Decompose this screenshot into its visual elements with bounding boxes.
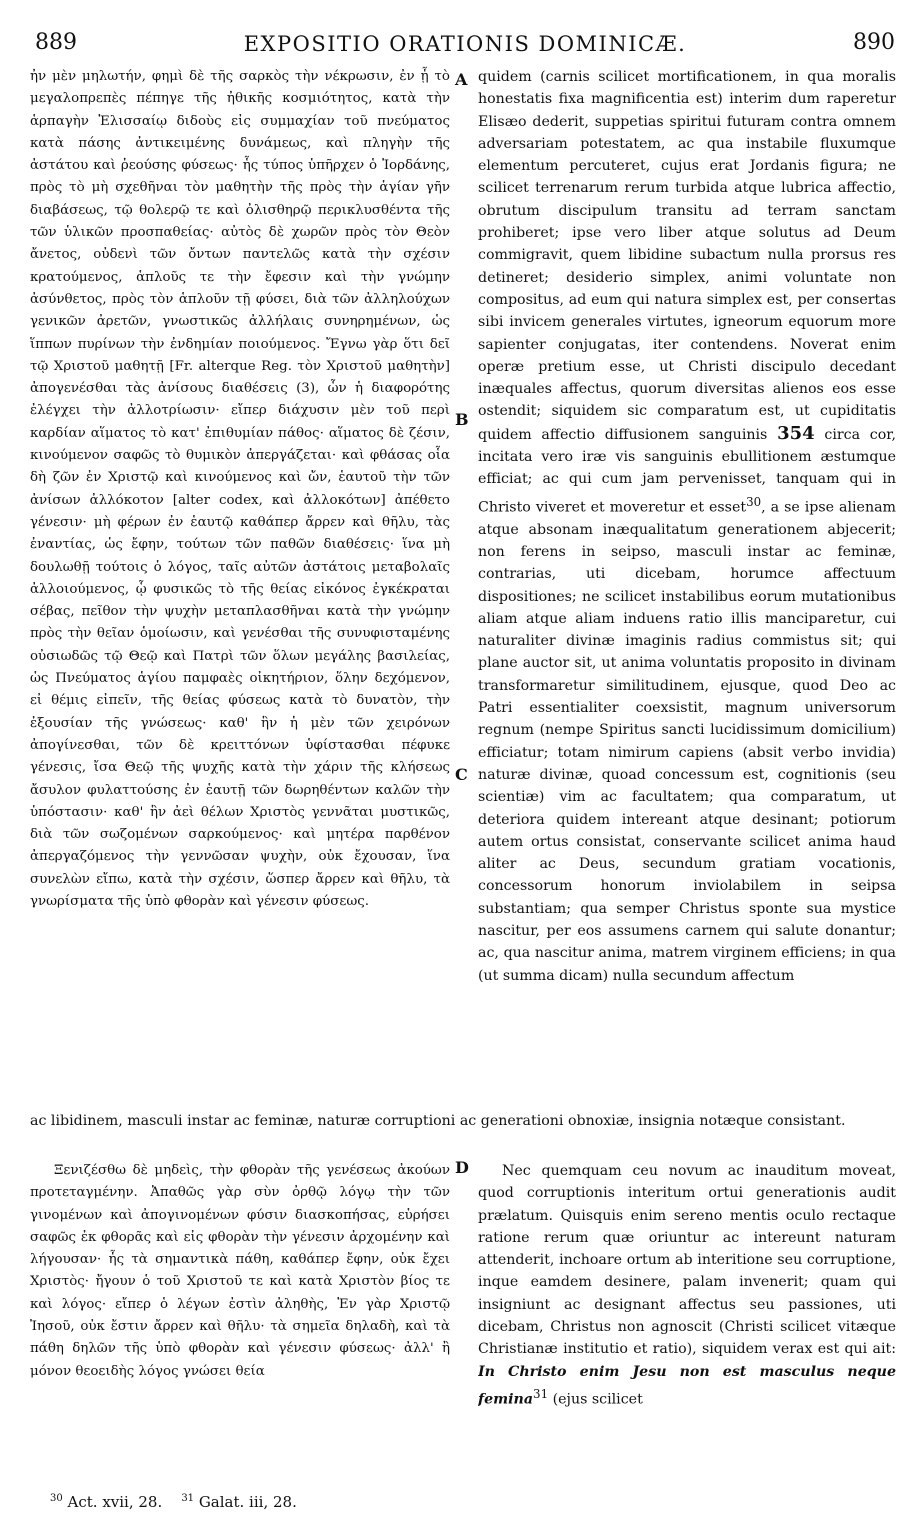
- greek-paragraph-2: Ξενιζέσθω δὲ μηδεὶς, τὴν φθορὰν τῆς γενέσεως ἀκούων προτεταγμένην. Ἀπαθῶς γὰρ σὺν ὀρθῷ λόγῳ τὴν τῶν γινομένων καὶ ἀπογινομένων φύσιν διασκοπήσας, εὑρήσει σαφῶς ἐκ φθορᾶς καὶ εἰς φθορὰν τὴν γένεσιν ἀρχομένην καὶ λήγουσαν· ἧς τὰ σημαντικὰ πάθη, καθάπερ ἔφην, οὐκ ἔχει Χριστὸς· ἤγουν ὁ τοῦ Χριστοῦ τε καὶ κατὰ Χριστὸν βίος τε καὶ λόγος· εἴπερ ὁ λέγων ἐστὶν ἀληθὴς, Ἐν γὰρ Χριστῷ Ἰησοῦ, οὐκ ἔστιν ἄρρεν καὶ θῆλυ· τὰ σημεῖα δηλαδὴ, καὶ τὰ πάθη δηλῶν τῆς ὑπὸ φθορὰν καὶ γένεσιν φύσεως· ἀλλ' ἢ μόνον θεοειδὴς λόγος γνώσει θεία: [30, 1163, 450, 1379]
- greek-paragraph-1: ἠν μὲν μηλωτήν, φημὶ δὲ τῆς σαρκὸς τὴν νέκρωσιν, ἐν ᾗ τὸ μεγαλοπρεπὲς πέπηγε τῆς ἠθικῆς κοσμιότητος, κατὰ τὴν ἁρπαγὴν Ἐλισσαίῳ διδοὺς εἰς συμμαχίαν τοῦ πνεύματος κατὰ πάσης ἀντικειμένης δυνάμεως, καὶ πληγὴν τῆς ἀστάτου καὶ ῥεούσης φύσεως· ἧς τύπος ὑπῆρχεν ὁ Ἰορδάνης, πρὸς τὸ μὴ σχεθῆναι τὸν μαθητὴν τῆς πρὸς τὴν ἁγίαν γῆν διαβάσεως, τῷ θολερῷ τε καὶ ὀλισθηρῷ περικλυσθέντα τῆς τῶν ὑλικῶν προσπαθείας· αὐτὸς δὲ χωρῶν πρὸς τὸν Θεὸν ἄνετος, οὐδενὶ τῶν ὄντων παντελῶς κατὰ τὴν σχέσιν κρατούμενος, ἁπλοῦς τε τὴν ἔφεσιν καὶ τὴν γνώμην ἀσύνθετος, πρὸς τὸν ἁπλοῦν τῇ φύσει, διὰ τῶν ἀλληλούχων γενικῶν ἀρετῶν, γνωστικῶς ἀλλήλαις συνηρημένων, ὡς ἵππων πυρίνων τὴν ἐνδημίαν ποιούμενος. Ἔγνω γὰρ ὅτι δεῖ τῷ Χριστοῦ μαθητῇ [Fr. alterque Reg. τὸν Χριστοῦ μαθητὴν] ἀπογενέσθαι τὰς ἀνίσους διαθέσεις (3), ὧν ἡ διαφορότης ἐλέγχει τὴν ἀλλοτρίωσιν· εἴπερ διάχυσιν μὲν τοῦ περὶ καρδίαν αἵματος τὸ κατ' ἐπιθυμίαν πάθος· αἵματος δὲ ζέσιν, κινούμενον σαφῶς τὸ θυμικὸν ἀπεργάζεται· καὶ φθάσας οἷα δὴ ζῶν ἐν Χριστῷ καὶ κινούμενος καὶ ὤν, ἑαυτοῦ τὴν τῶν ἀνίσων ἀλλόκοτον [alter codex, καὶ ἀλλοκότων] ἀπέθετο γένεσιν· μὴ φέρων ἐν ἑαυτῷ καθάπερ ἄρρεν καὶ θῆλυ, τὰς ἐναντίας, ὡς ἔφην, τούτων τῶν παθῶν διαθέσεις· ἵνα μὴ δουλωθῇ τούτοις ὁ λόγος, ταῖς αὐτῶν ἀστάτοις μεταβολαῖς ἀλλοιούμενος, ᾧ φυσικῶς τὸ τῆς θείας εἰκόνος ἐγκέκραται σέβας, πεῖθον τὴν ψυχὴν μεταπλασθῆναι κατὰ τὴν γνώμην πρὸς τὴν θεῖαν ὁμοίωσιν, καὶ γενέσθαι τῆς συνυφισταμένης οὐσιωδῶς τῷ Θεῷ καὶ Πατρὶ τῶν ὅλων μεγάλης βασιλείας, ὡς Πνεύματος ἁγίου παμφαὲς οἰκητήριον, ὅλην δεχόμενον, εἰ θέμις εἰπεῖν, τῆς θείας φύσεως κατὰ τὸ δυνατὸν, τὴν ἐξουσίαν τῆς γνώσεως· καθ' ἣν ἡ μὲν τῶν χειρόνων ἀπογίνεσθαι, τῶν δὲ κρειττόνων ὑφίστασθαι πέφυκε γένεσις, ἴσα Θεῷ τῆς ψυχῆς κατὰ τὴν χάριν τῆς κλήσεως ἄσυλον φυλαττούσης ἐν ἑαυτῇ τῶν δωρηθέντων καλῶν τὴν ὑπόστασιν· καθ' ἣν ἀεὶ θέλων Χριστὸς γεννᾶται μυστικῶς, διὰ τῶν σωζομένων σαρκούμενος· καὶ μητέρα παρθένον ἀπεργαζόμενος τὴν γεννῶσαν ψυχὴν, οὐκ ἔχουσαν, ἵνα συνελὼν εἴπω, κατὰ τὴν σχέσιν, ὥσπερ ἄρρεν καὶ θῆλυ, τὰ γνωρίσματα τῆς ὑπὸ φθορὰν καὶ γένεσιν φύσεως.: [30, 69, 450, 909]
- latin-text-d: Nec quemquam ceu novum ac inauditum moveat, quod corruptionis interitum ortui generationis audit prælatum. Quisquis enim sereno mentis oculo rectaque ratione rerum quæ oriuntur ac intereunt naturam attenderit, inchoare ortum ab interitione seu corruptione, inque eamdem desinere, palam invenerit; quam qui insigniunt ac designant affectus seu passiones, uti dicebam, Christus non agnoscit (Christi scilicet vitæque Christianæ institutio et ratio), siquidem verax est qui ait:: [478, 1163, 896, 1358]
- latin-text-b: circa cor, incitata vero iræ vis sanguinis ebullitionem æstumque efficiat; ac qui cum jam pervenisset, tanquam qui in Christo viveret et moveretur et esset: [478, 426, 896, 516]
- latin-paragraph-2: [478, 1160, 896, 1411]
- latin-text-e: (ejus scilicet: [552, 1391, 643, 1408]
- margin-letter-b: B: [455, 410, 469, 429]
- page-number-right: 890: [853, 30, 895, 55]
- footnote-ref-31: 31: [533, 1386, 549, 1401]
- running-title: EXPOSITIO ORATIONIS DOMINICÆ.: [243, 32, 687, 56]
- spanning-line: ac libidinem, masculi instar ac feminæ, naturæ corruptioni ac generationi obnoxiæ, insignia notæque consistant.: [30, 1113, 846, 1129]
- footnote-num-30: 30: [50, 1493, 63, 1504]
- latin-paragraph-1: [478, 66, 896, 987]
- footnote-31: Galat. iii, 28.: [198, 1493, 297, 1511]
- margin-letter-d: D: [455, 1158, 469, 1177]
- greek-column-top: [30, 66, 450, 1111]
- latin-text-c: , a se ipse alienam atque absonam inæqualitatum generationem abjecerit; non ferens in seipso, masculi instar ac feminæ, contrarias, uti dicebam, horumce affectuum dispositiones; ne scilicet instabilibus eorum mutationibus aliam atque aliam induens ratio illis manciparetur, cui naturaliter divinæ imaginis radius commistus sit; qui plane auctor sit, ut anima voluntatis proposito in divinam transformaretur similitudinem, ejusque, quod Deo ac Patri essentialiter coexsistit, magnum universorum regnum (nempe Spiritus sancti lucidissimum domicilium) efficiatur; totam nimirum capiens (absit verbo invidia) naturæ divinæ, quoad concessum est, cognitionis (seu scientiæ) vim ac facultatem; qua comparatum, ut deteriora quidem intereant atque desinant; potiorum autem ortus consistat, conservante scilicet anima haud aliter ac Deus, secundum gratiam vocationis, concessorum honorum inviolabilem in seipsa substantiam; qua semper Christus sponte sua mystice nascitur, per eos assumens carnem qui salute donantur; ac, qua nascitur anima, matrem virginem efficiens; in qua (ut summa dicam) nulla secundum affectum: [478, 499, 896, 984]
- footnote-num-31: 31: [181, 1493, 195, 1504]
- footnote-ref-30: 30: [746, 494, 762, 509]
- footnotes: [50, 1493, 297, 1511]
- page-header: [35, 30, 895, 60]
- page-number-left: 889: [35, 30, 77, 55]
- greek-column-bottom: [30, 1160, 450, 1475]
- latin-column-top: [478, 66, 896, 1111]
- margin-letter-c: C: [455, 765, 468, 784]
- scripture-quote: In Christo enim Jesu non est masculus neque femina: [478, 1363, 896, 1408]
- margin-letter-a: A: [455, 70, 468, 89]
- latin-text-a: quidem (carnis scilicet mortificationem, in qua moralis honestatis fixa magnificentia est) interim dum raperetur Elisæo dederit, suppetias spiritui futuram contra omnem adversariam potestatem, ac qua instabile fluxumque elementum percuteret, cujus erat Jordanis figura; ne scilicet terrenarum rerum turbida atque lubrica affectio, obrutum discipulum transitu ad terram sanctam prohiberet; ipse vero liber atque solutus ad Deum commigravit, quem libidine subactum nulla prorsus res detineret; desiderio simplex, animi voluntate non compositus, ad eum qui natura simplex est, per consertas sibi invicem generales virtutes, igneorum equorum more sapienter conjugatas, iter contendens. Noverat enim operæ pretium esse, ut Christi discipulo decedant inæquales affectus, quorum diversitas alienos eos esse ostendit; siquidem sic comparatum est, ut cupiditatis quidem affectio diffusionem sanguinis: [478, 69, 896, 443]
- column-number: 354: [777, 422, 815, 444]
- latin-column-bottom: [478, 1160, 896, 1475]
- footnote-30: Act. xvii, 28.: [67, 1493, 163, 1511]
